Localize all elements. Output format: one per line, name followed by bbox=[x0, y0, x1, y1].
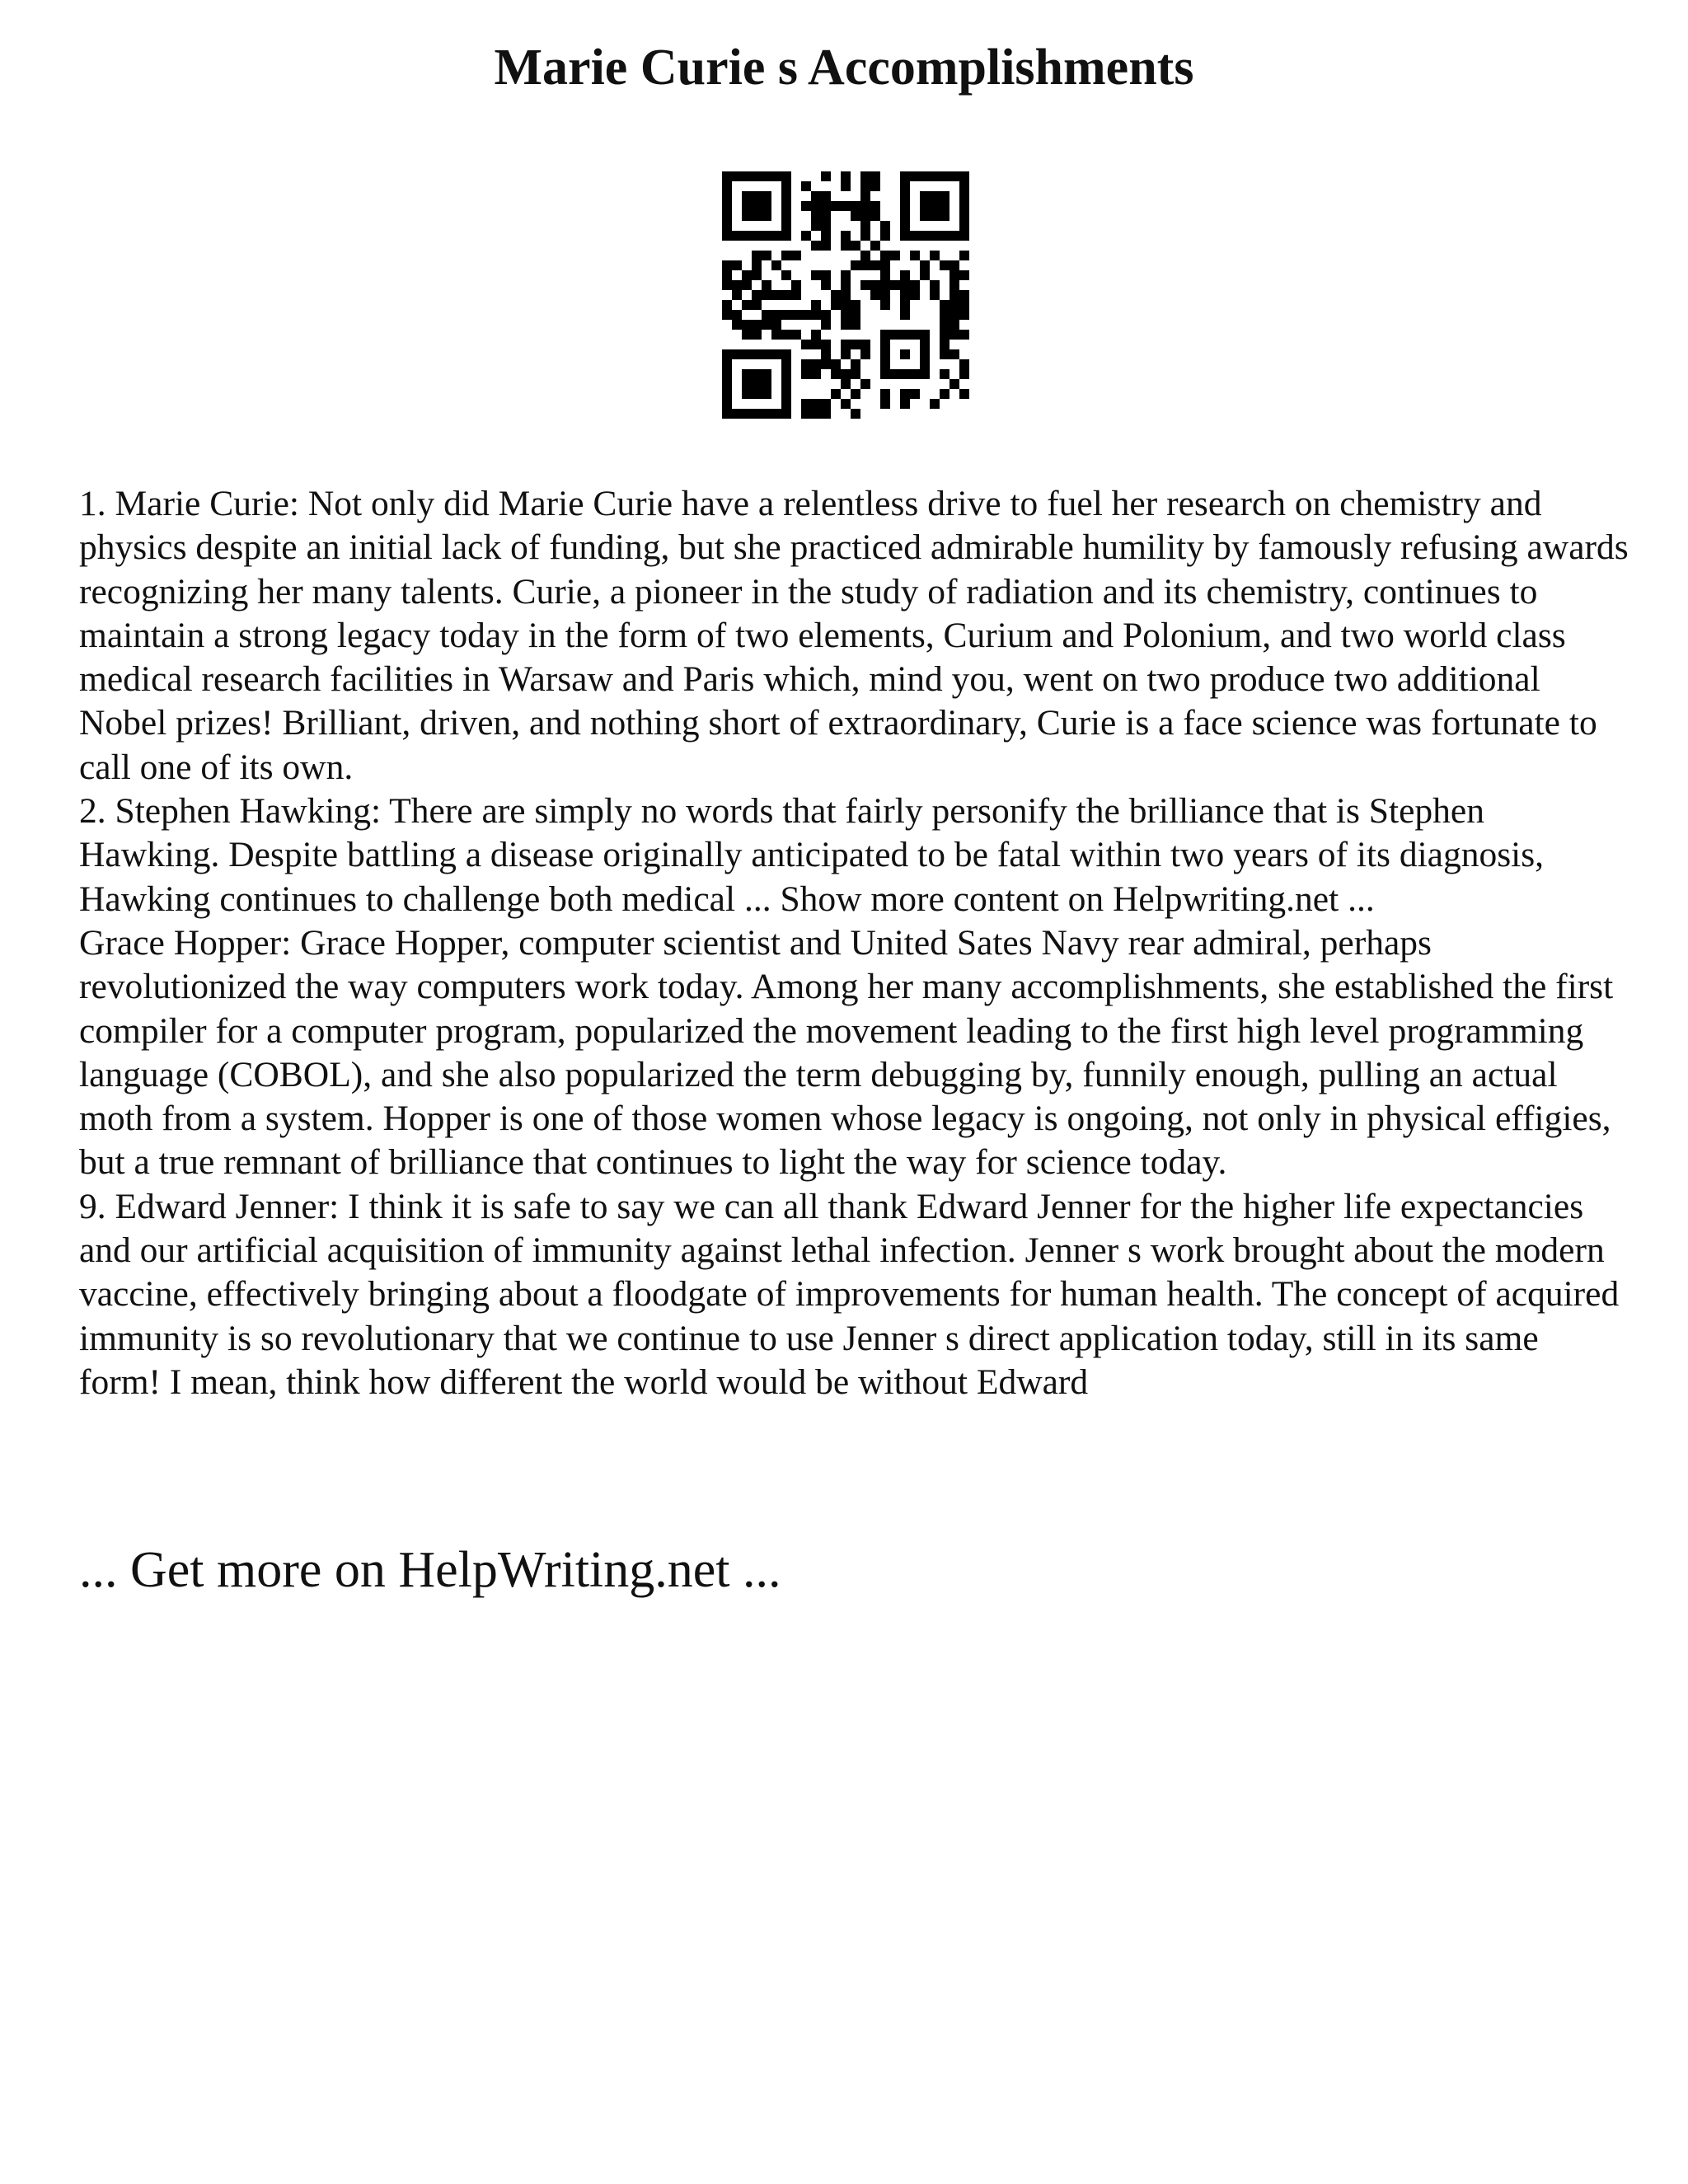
qr-code-icon[interactable] bbox=[722, 171, 969, 419]
qr-code-graphic bbox=[722, 171, 969, 419]
article-body bbox=[79, 482, 1629, 1404]
paragraph-stephen-hawking: 2. Stephen Hawking: There are simply no words that fairly personify the brilliance that is Stephen Hawking. Despite battling a disease originally anticipated to be fatal within two years of its diagnosis, Hawking continues to challenge both medical ... Show more content on Helpwriting.net ... bbox=[79, 791, 1545, 919]
paragraph-edward-jenner: 9. Edward Jenner: I think it is safe to say we can all thank Edward Jenner for the higher life expectancies and our artificial acquisition of immunity against lethal infection. Jenner s work brought about the modern vaccine, effectively bringing about a floodgate of improvements for human health. The concept of acquired immunity is so revolutionary that we continue to use Jenner s direct application today, still in its same form! I mean, think how different the world would be without Edward bbox=[79, 1186, 1620, 1402]
paragraph-marie-curie: 1. Marie Curie: Not only did Marie Curie have a relentless drive to fuel her research on chemistry and physics despite an initial lack of funding, but she practiced admirable humility by famously refusing awards recognizing her many talents. Curie, a pioneer in the study of radiation and its chemistry, continues to maintain a strong legacy today in the form of two elements, Curium and Polonium, and two world class medical research facilities in Warsaw and Paris which, mind you, went on two produce two additional Nobel prizes! Brilliant, driven, and nothing short of extraordinary, Curie is a face science was fortunate to call one of its own. bbox=[79, 484, 1629, 787]
page-title: Marie Curie s Accomplishments bbox=[494, 40, 1194, 96]
get-more-link[interactable]: ... Get more on HelpWriting.net ... bbox=[79, 1542, 781, 1598]
paragraph-grace-hopper: Grace Hopper: Grace Hopper, computer scientist and United Sates Navy rear admiral, perhaps revolutionized the way computers work today. Among her many accomplishments, she established the first compiler for a computer program, popularized the movement leading to the first high level programming language (COBOL), and she also popularized the term debugging by, funnily enough, pulling an actual moth from a system. Hopper is one of those women whose legacy is ongoing, not only in physical effigies, but a true remnant of brilliance that continues to light the way for science today. bbox=[79, 922, 1614, 1183]
